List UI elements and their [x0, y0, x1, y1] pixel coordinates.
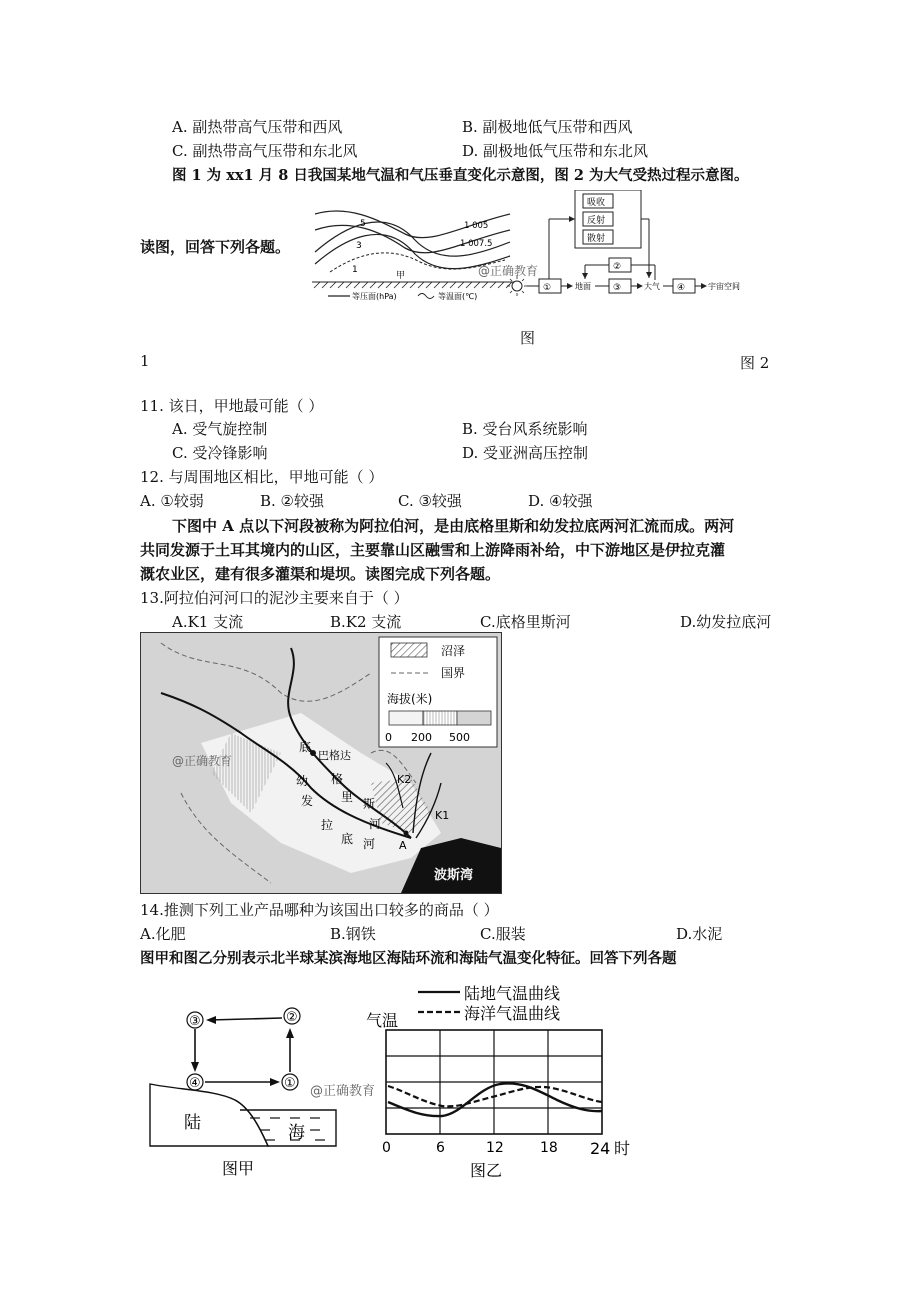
legend-elev-tick-500: 500	[449, 731, 470, 744]
q10-option-c: C. 副热带高气压带和东北风	[172, 142, 358, 160]
box-2: ②	[613, 262, 622, 272]
euphrates-char-3: 拉	[321, 818, 334, 832]
intro1-line2: 读图，回答下列各题。	[140, 238, 291, 256]
label-k1: K1	[435, 809, 450, 822]
point-jia: 甲	[396, 271, 406, 281]
legend-elev-tick-0: 0	[385, 731, 392, 744]
legend-pressure: 等压面(hPa)	[352, 292, 397, 301]
label-space: 宇宙空间	[708, 282, 740, 291]
label-atmosphere: 大气	[644, 282, 660, 291]
fig-caption-b: 1	[140, 352, 150, 370]
point-2: ②	[286, 1010, 298, 1025]
q14-option-d: D.水泥	[676, 925, 723, 943]
x-tick-6: 6	[436, 1140, 445, 1156]
legend-elev-title: 海拔(米)	[387, 692, 433, 706]
label-a: A	[399, 839, 407, 852]
q14-stem: 14.推测下列工业产品哪种为该国出口较多的商品（ ）	[140, 901, 499, 919]
q11-stem: 11. 该日，甲地最可能（ ）	[140, 397, 324, 415]
label-sea: 海	[288, 1123, 305, 1143]
q11-option-b: B. 受台风系统影响	[462, 420, 588, 438]
box-reflect: 反射	[587, 216, 606, 226]
figure-2	[505, 190, 765, 302]
tigris-char-2: 格	[331, 772, 344, 786]
label-baghdad: 巴格达	[318, 749, 351, 762]
watermark-1: @正确教育	[478, 264, 539, 278]
label-ground: 地面	[575, 282, 591, 291]
euphrates-char-4: 底	[341, 832, 354, 846]
caption-jia: 图甲	[222, 1159, 255, 1178]
label-gulf: 波斯湾	[434, 868, 474, 883]
euphrates-char-1: 幼	[296, 774, 309, 788]
x-tick-24: 24	[590, 1139, 611, 1158]
legend-temp: 等温面(℃)	[438, 292, 478, 301]
x-unit: 时	[614, 1139, 631, 1158]
intro2-line2: 共同发源于土耳其境内的山区，主要靠山区融雪和上游降雨补给，中下游地区是伊拉克灌	[140, 541, 726, 559]
x-tick-0: 0	[382, 1140, 391, 1156]
intro1-line1: 图 1 为 xx1 月 8 日我国某地气温和气压垂直变化示意图，图 2 为大气受热过程示意图。	[172, 167, 749, 184]
box-4: ④	[677, 283, 686, 293]
box-1: ①	[543, 283, 552, 293]
q13-option-c: C.底格里斯河	[480, 613, 571, 631]
fig-caption-c: 图 2	[740, 354, 770, 372]
q12-option-a: A. ①较弱	[140, 492, 204, 510]
fig-caption-a: 图	[520, 329, 536, 347]
euphrates-char-2: 发	[301, 794, 314, 808]
x-tick-18: 18	[540, 1140, 558, 1156]
watermark-2: @正确教育	[172, 754, 233, 768]
q10-option-b: B. 副极地低气压带和西风	[462, 118, 633, 136]
box-absorb: 吸收	[587, 198, 606, 208]
q10-option-d: D. 副极地低气压带和东北风	[462, 142, 649, 160]
tigris-char-4: 斯	[363, 797, 376, 811]
label-land: 陆	[184, 1113, 201, 1133]
q12-stem: 12. 与周围地区相比，甲地可能（ ）	[140, 468, 384, 486]
figure-yi	[362, 980, 642, 1184]
legend-border: 国界	[441, 666, 466, 680]
q13-option-b: B.K2 支流	[330, 613, 402, 631]
tigris-char-5: 河	[369, 817, 382, 831]
box-scatter: 散射	[587, 234, 606, 244]
y-label: 气温	[366, 1011, 399, 1030]
intro2-line3: 溉农业区，建有很多灌渠和堤坝。读图完成下列各题。	[140, 565, 501, 583]
q13-stem: 13.阿拉伯河河口的泥沙主要来自于（ ）	[140, 589, 409, 607]
point-4: ④	[189, 1076, 201, 1091]
tigris-char-3: 里	[341, 790, 354, 804]
q10-option-a: A. 副热带高气压带和西风	[172, 118, 343, 136]
q12-option-c: C. ③较强	[398, 492, 462, 510]
q12-option-b: B. ②较强	[260, 492, 325, 510]
land-temp-curve	[388, 1083, 602, 1116]
q11-option-c: C. 受冷锋影响	[172, 444, 268, 462]
watermark-3: @正确教育	[310, 1084, 376, 1099]
intro3: 图甲和图乙分别表示北半球某滨海地区海陆环流和海陆气温变化特征。回答下列各题	[140, 950, 677, 967]
point-3: ③	[189, 1014, 201, 1029]
tigris-char-1: 底	[299, 740, 312, 754]
intro2-line1: 下图中 A 点以下河段被称为阿拉伯河，是由底格里斯和幼发拉底两河汇流而成。两河	[172, 517, 735, 535]
legend-sea: 海洋气温曲线	[464, 1004, 561, 1023]
point-1: ①	[284, 1076, 296, 1091]
caption-yi: 图乙	[470, 1161, 503, 1180]
iso-label-1005: 1 005	[464, 221, 489, 231]
iso-label-5: 5	[360, 219, 366, 229]
q14-option-b: B.钢铁	[330, 925, 376, 943]
figure-1	[310, 196, 520, 304]
sea-temp-curve	[388, 1086, 602, 1106]
box-3: ③	[613, 283, 622, 293]
q14-option-a: A.化肥	[140, 925, 186, 943]
legend-land: 陆地气温曲线	[464, 984, 561, 1003]
q13-option-a: A.K1 支流	[172, 613, 244, 631]
label-k2: K2	[397, 773, 412, 786]
q12-option-d: D. ④较强	[528, 492, 593, 510]
q11-option-d: D. 受亚洲高压控制	[462, 444, 589, 462]
q11-option-a: A. 受气旋控制	[172, 420, 268, 438]
q13-option-d: D.幼发拉底河	[680, 613, 772, 631]
euphrates-char-5: 河	[363, 837, 376, 851]
legend-swamp: 沼泽	[441, 644, 466, 658]
iso-label-1007: 1 007.5	[460, 239, 493, 249]
legend-elev-tick-200: 200	[411, 731, 432, 744]
x-tick-12: 12	[486, 1140, 504, 1156]
iso-label-1: 1	[352, 265, 358, 275]
iso-label-3: 3	[356, 241, 362, 251]
q14-option-c: C.服装	[480, 925, 526, 943]
